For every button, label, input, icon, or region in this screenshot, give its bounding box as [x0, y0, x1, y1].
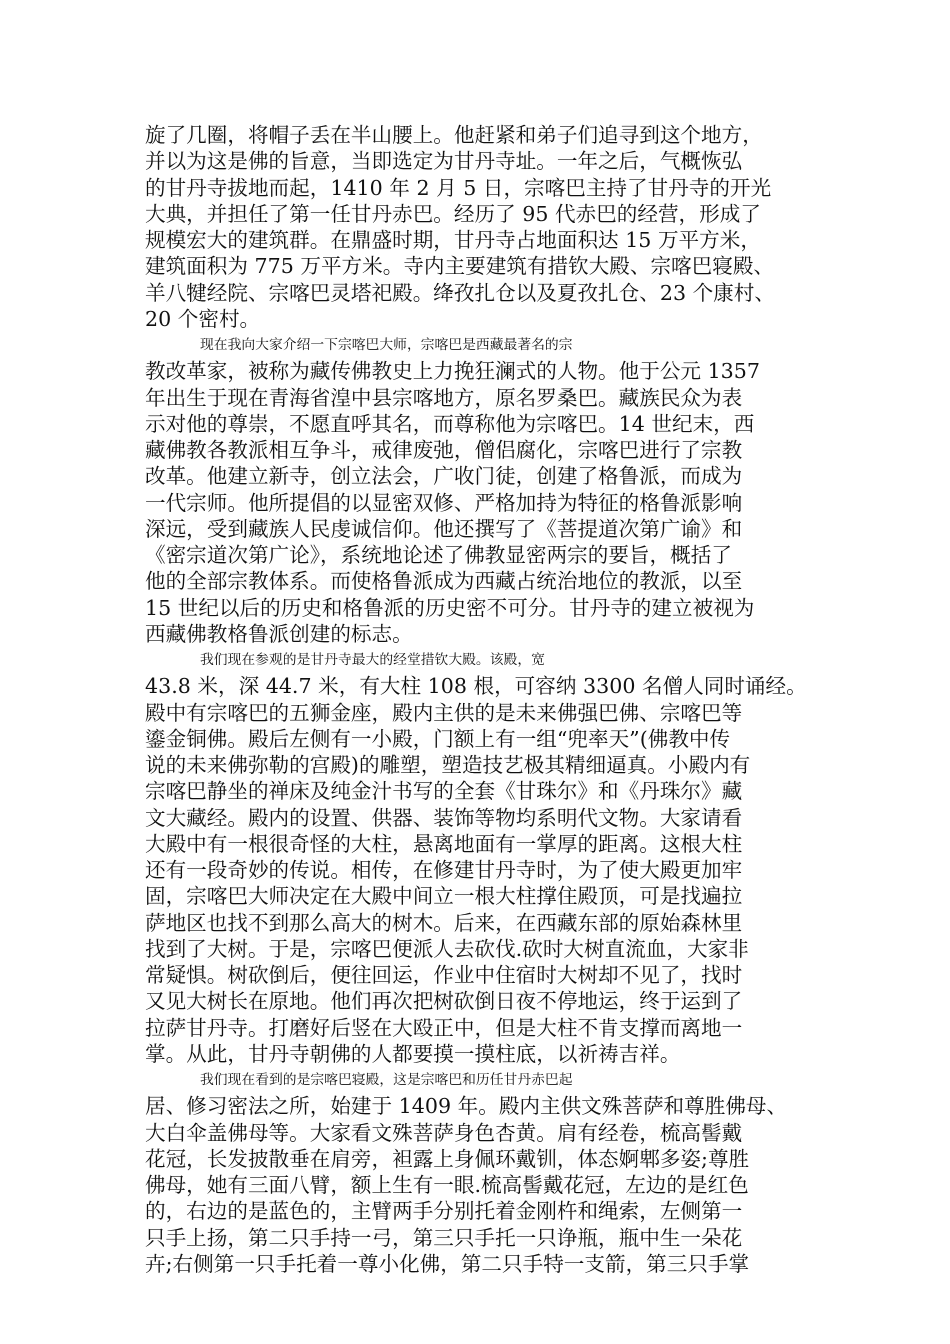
text-line: 教改革家，被称为藏传佛教史上力挽狂澜式的人物。他于公元 1357	[145, 359, 760, 384]
document-body-text	[145, 122, 810, 1277]
text-line: 并以为这是佛的旨意，当即选定为甘丹寺址。一年之后，气概恢弘	[145, 149, 743, 174]
text-line: 一代宗师。他所提倡的以显密双修、严格加持为特征的格鲁派影响	[145, 490, 743, 515]
text-line: 掌。从此，甘丹寺朝佛的人都要摸一摸柱底，以祈祷吉祥。	[145, 1041, 681, 1066]
text-line: 我们现在参观的是甘丹寺最大的经堂措钦大殿。该殿，宽	[200, 652, 545, 668]
text-line: 找到了大树。于是，宗喀巴便派人去砍伐.砍时大树直流血，大家非	[145, 936, 749, 961]
text-line: 殿中有宗喀巴的五狮金座，殿内主供的是未来佛强巴佛、宗喀巴等	[145, 700, 743, 725]
text-line: 43.8 米，深 44.7 米，有大柱 108 根，可容纳 3300 名僧人同时诵经。	[145, 674, 807, 699]
text-line: 卉;右侧第一只手托着一尊小化佛，第二只手特一支箭，第三只手掌	[145, 1251, 750, 1276]
text-line: 只手上扬，第二只手持一弓，第三只手托一只诤瓶，瓶中生一朵花	[145, 1225, 743, 1250]
text-line: 20 个密村。	[145, 306, 261, 331]
text-line: 说的未来佛弥勒的宫殿)的雕塑，塑造技艺极其精细逼真。小殿内有	[145, 753, 751, 777]
text-line: 常疑惧。树砍倒后，便往回运，作业中住宿时大树却不见了，找时	[145, 963, 743, 987]
text-line: 花冠，长发披散垂在肩旁，袒露上身佩环戴钏，体态婀郫多姿;尊胜	[145, 1146, 750, 1171]
text-line: 西藏佛教格鲁派创建的标志。	[145, 621, 413, 646]
text-line: 又见大树长在原地。他们再次把树砍倒日夜不停地运，终于运到了	[145, 989, 743, 1014]
text-line: 15 世纪以后的历史和格鲁派的历史密不可分。甘丹寺的建立被视为	[145, 595, 755, 620]
text-line: 萨地区也找不到那么高大的树木。后来，在西藏东部的原始森林里	[145, 910, 743, 935]
text-line: 深远，受到藏族人民虔诚信仰。他还撰写了《菩提道次第广谕》和	[145, 516, 743, 541]
text-line: 藏佛教各教派相互争斗，戒律废弛，僧侣腐化，宗喀巴进行了宗教	[145, 438, 743, 462]
text-line: 建筑面积为 775 万平方米。寺内主要建筑有措钦大殿、宗喀巴寝殿、	[145, 254, 775, 279]
text-line: 改革。他建立新寺，创立法会，广收门徒，创建了格鲁派，而成为	[145, 464, 743, 489]
text-line: 旋了几圈，将帽子丢在半山腰上。他赶紧和弟子们追寻到这个地方，	[145, 123, 763, 147]
text-line: 大白伞盖佛母等。大家看文殊菩萨身色杏黄。肩有经卷，梳高髻戴	[145, 1120, 743, 1145]
text-line: 规模宏大的建筑群。在鼎盛时期，甘丹寺占地面积达 15 万平方米，	[145, 228, 761, 252]
text-line: 我们现在看到的是宗喀巴寝殿，这是宗喀巴和历任甘丹赤巴起	[200, 1072, 573, 1088]
text-line: 示对他的尊崇，不愿直呼其名，而尊称他为宗喀巴。14 世纪末，西	[145, 411, 755, 436]
text-line: 拉萨甘丹寺。打磨好后竖在大殴正中，但是大柱不肯支撑而离地一	[145, 1015, 743, 1040]
text-line: 现在我向大家介绍一下宗喀巴大师，宗喀巴是西藏最著名的宗	[200, 337, 573, 353]
text-line: 他的全部宗教体系。而使格鲁派成为西藏占统治地位的教派，以至	[145, 569, 743, 594]
text-line: 固，宗喀巴大师决定在大殿中间立一根大柱撑住殿顶，可是找遍拉	[145, 884, 743, 909]
text-line: 文大藏经。殿内的设置、供器、装饰等物均系明代文物。大家请看	[145, 805, 743, 830]
text-line: 大殿中有一根很奇怪的大柱，悬离地面有一掌厚的距离。这根大柱	[145, 831, 743, 856]
text-line: 居、修习密法之所，始建于 1409 年。殿内主供文殊菩萨和尊胜佛母、	[145, 1094, 788, 1119]
text-line: 还有一段奇妙的传说。相传，在修建甘丹寺时，为了使大殿更加牢	[145, 858, 743, 882]
text-line: 佛母，她有三面八臂，额上生有一眼.梳高髻戴花冠，左边的是红色	[145, 1173, 749, 1197]
text-line: 《密宗道次第广论》，系统地论述了佛教显密两宗的要旨，概括了	[145, 543, 732, 567]
text-line: 宗喀巴静坐的禅床及纯金汁书写的全套《甘珠尔》和《丹珠尔》藏	[145, 779, 743, 804]
text-line: 羊八犍经院、宗喀巴灵塔祀殿。绛孜扎仓以及夏孜扎仓、23 个康村、	[145, 280, 775, 305]
text-line: 大典，并担任了第一任甘丹赤巴。经历了 95 代赤巴的经营，形成了	[145, 201, 761, 226]
text-line: 鎏金铜佛。殿后左侧有一小殿，门额上有一组“兜率天”(佛教中传	[145, 726, 731, 751]
text-line: 的甘丹寺拔地而起，1410 年 2 月 5 日，宗喀巴主持了甘丹寺的开光	[145, 175, 772, 200]
text-line: 的，右边的是蓝色的，主臂两手分别托着金刚杵和绳索，左侧第一	[145, 1199, 743, 1224]
text-line: 年出生于现在青海省湟中县宗喀地方，原名罗桑巴。藏族民众为表	[145, 385, 743, 410]
